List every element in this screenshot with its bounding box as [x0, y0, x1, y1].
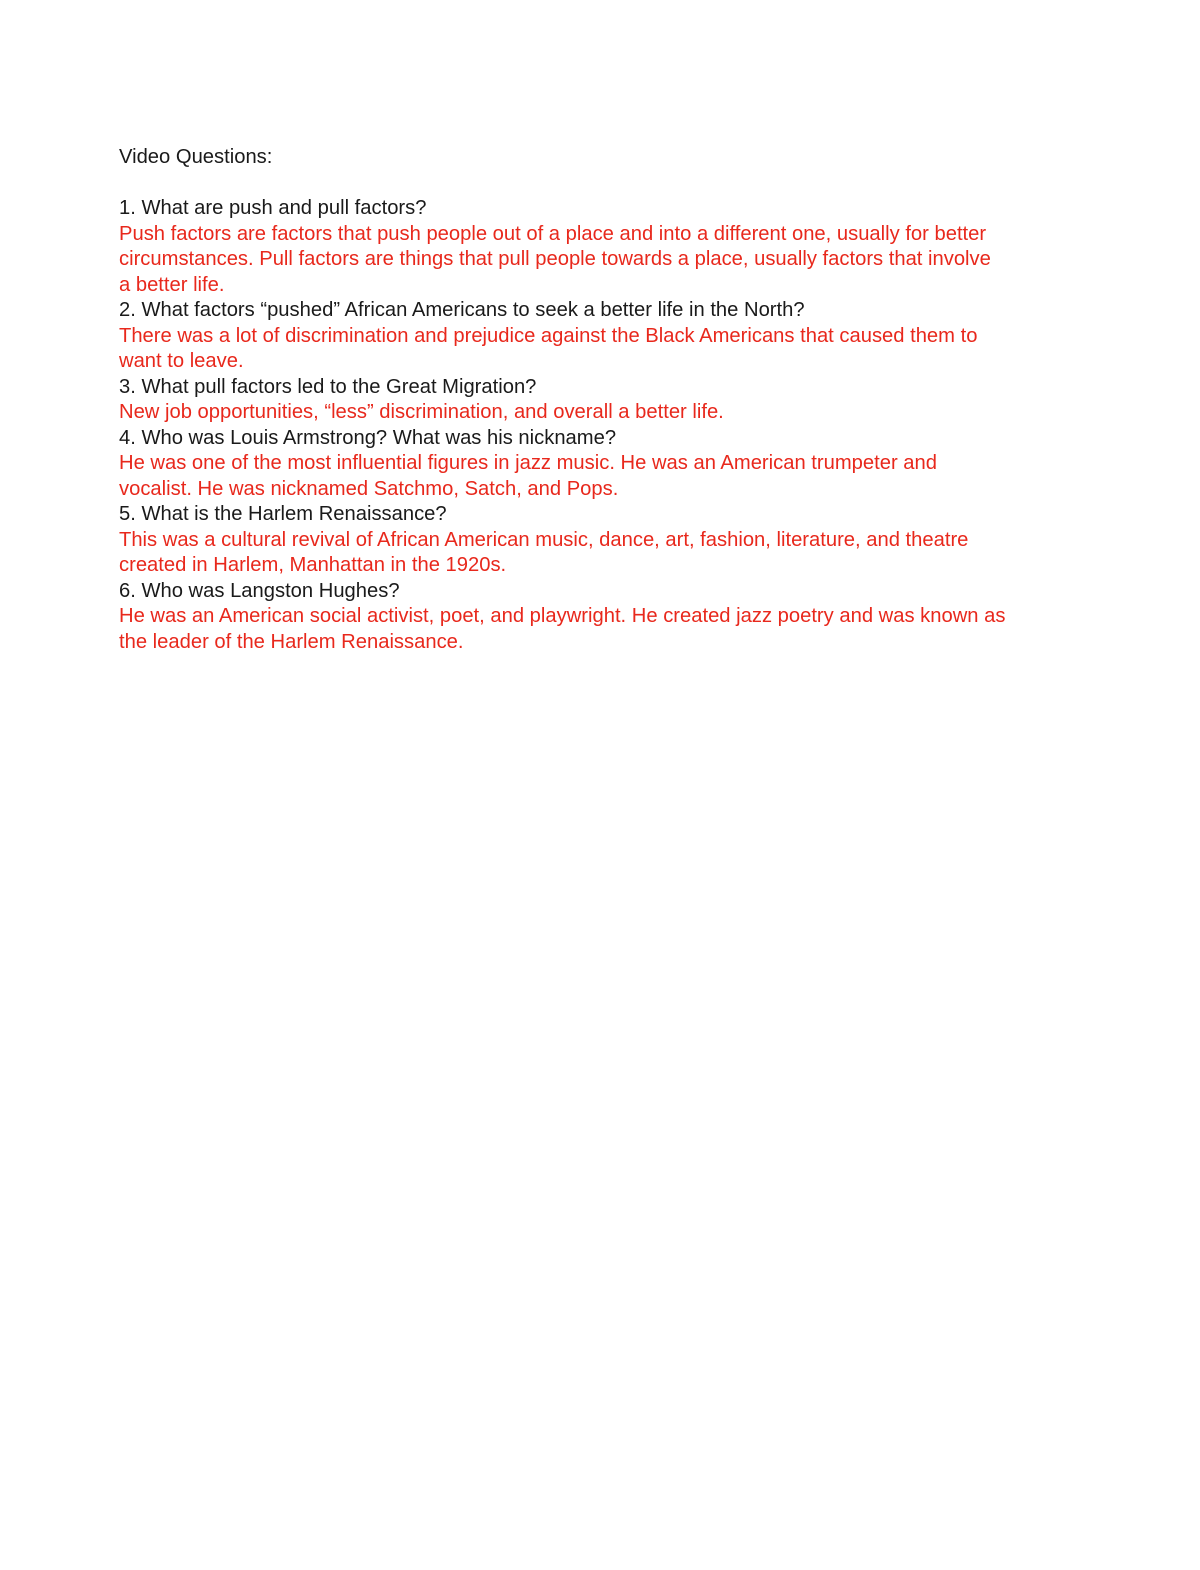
question-text: 1. What are push and pull factors?: [119, 197, 427, 219]
question-text: 2. What factors “pushed” African Americans to seek a better life in the North?: [119, 299, 805, 321]
answer-line: vocalist. He was nicknamed Satchmo, Satch, and Pops.: [119, 477, 619, 500]
answer-line: There was a lot of discrimination and prejudice against the Black Americans that caused them to: [119, 324, 978, 347]
qa-item-4: [119, 426, 1099, 503]
qa-item-5: [119, 502, 1099, 579]
question-text: 5. What is the Harlem Renaissance?: [119, 503, 447, 525]
qa-item-3: [119, 375, 1099, 426]
answer-line: want to leave.: [119, 350, 244, 372]
question-text: 4. Who was Louis Armstrong? What was his nickname?: [119, 426, 617, 449]
question-text: 6. Who was Langston Hughes?: [119, 579, 400, 602]
qa-item-6: [119, 579, 1099, 656]
answer-line: He was an American social activist, poet, and playwright. He created jazz poetry and was known as: [119, 605, 1006, 627]
answer-line: He was one of the most influential figures in jazz music. He was an American trumpeter and: [119, 452, 937, 474]
qa-item-2: [119, 298, 1099, 375]
answer-line: created in Harlem, Manhattan in the 1920s.: [119, 554, 507, 576]
answer-line: a better life.: [119, 273, 225, 296]
page-heading: Video Questions:: [119, 146, 273, 168]
qa-item-1: [119, 196, 1099, 298]
document-body: [119, 145, 1099, 655]
answer-line: New job opportunities, “less” discrimination, and overall a better life.: [119, 401, 724, 423]
question-text: 3. What pull factors led to the Great Migration?: [119, 375, 537, 398]
answer-line: circumstances. Pull factors are things that pull people towards a place, usually factors that involve: [119, 248, 991, 270]
answer-line: the leader of the Harlem Renaissance.: [119, 630, 464, 653]
answer-line: Push factors are factors that push people out of a place and into a different one, usually for better: [119, 222, 987, 245]
answer-line: This was a cultural revival of African American music, dance, art, fashion, literature, and theatre: [119, 528, 969, 551]
